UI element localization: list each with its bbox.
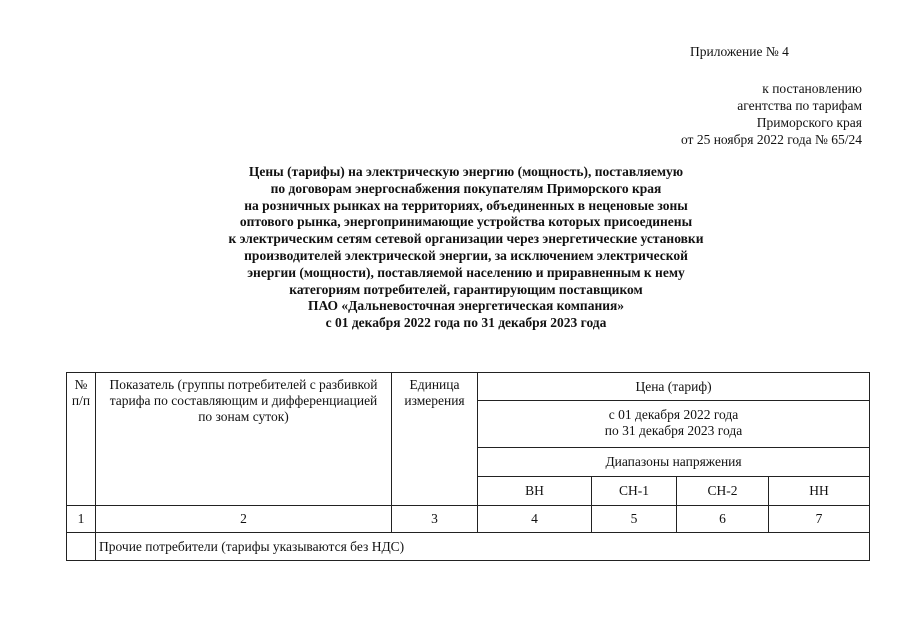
column-number: 1 <box>67 506 96 533</box>
voltage-level-sn2: СН-2 <box>677 477 769 506</box>
voltage-level-sn1: СН-1 <box>592 477 677 506</box>
tariff-table <box>66 372 870 561</box>
title-line: с 01 декабря 2022 года по 31 декабря 2023 года <box>325 315 607 331</box>
appendix-label: Приложение № 4 <box>690 44 789 59</box>
column-number: 6 <box>677 506 769 533</box>
header-period-line: по 31 декабря 2023 года <box>604 423 743 438</box>
title-line: производителей электрической энергии, за исключением электрической <box>244 247 688 263</box>
column-number: 2 <box>96 506 392 533</box>
resolution-reference <box>640 80 862 148</box>
row-other-consumers: Прочие потребители (тарифы указываются без НДС) <box>96 533 870 561</box>
header-period <box>478 401 870 448</box>
title-line: по договорам энергоснабжения покупателям Приморского края <box>270 180 662 196</box>
header-row-number <box>67 373 96 506</box>
title-line: энергии (мощности), поставляемой населению и приравненным к нему <box>247 264 685 280</box>
voltage-level-vn: ВН <box>478 477 592 506</box>
header-row-number-line: № <box>74 377 88 392</box>
header-indicator: Показатель (группы потребителей с разбивкой тарифа по составляющим и дифференциацией по зонам суток) <box>96 373 392 506</box>
header-price: Цена (тариф) <box>478 373 870 401</box>
resolution-line: от 25 ноября 2022 года № 65/24 <box>680 132 862 147</box>
resolution-line: агентства по тарифам <box>737 98 862 113</box>
column-number: 3 <box>392 506 478 533</box>
column-number: 4 <box>478 506 592 533</box>
header-unit-line: Единица <box>409 377 460 392</box>
title-line: ПАО «Дальневосточная энергетическая компания» <box>307 298 625 314</box>
column-number: 7 <box>769 506 870 533</box>
voltage-level-nn: НН <box>769 477 870 506</box>
title-line: Цены (тарифы) на электрическую энергию (мощность), поставляемую <box>248 164 684 179</box>
header-voltage-ranges: Диапазоны напряжения <box>478 448 870 477</box>
header-unit <box>392 373 478 506</box>
column-number: 5 <box>592 506 677 533</box>
row-number-cell <box>67 533 96 561</box>
header-period-line: с 01 декабря 2022 года <box>608 407 739 422</box>
resolution-line: к постановлению <box>762 81 862 96</box>
resolution-line: Приморского края <box>756 115 862 130</box>
title-line: категориям потребителей, гарантирующим поставщиком <box>289 281 643 297</box>
title-line: на розничных рынках на территориях, объединенных в неценовые зоны <box>244 197 688 213</box>
header-row-number-line: п/п <box>71 393 91 408</box>
title-line: к электрическим сетям сетевой организации через энергетические установки <box>228 231 704 247</box>
document-title <box>160 164 772 332</box>
header-unit-line: измерения <box>404 393 465 408</box>
title-line: оптового рынка, энергопринимающие устройства которых присоединены <box>239 214 693 230</box>
